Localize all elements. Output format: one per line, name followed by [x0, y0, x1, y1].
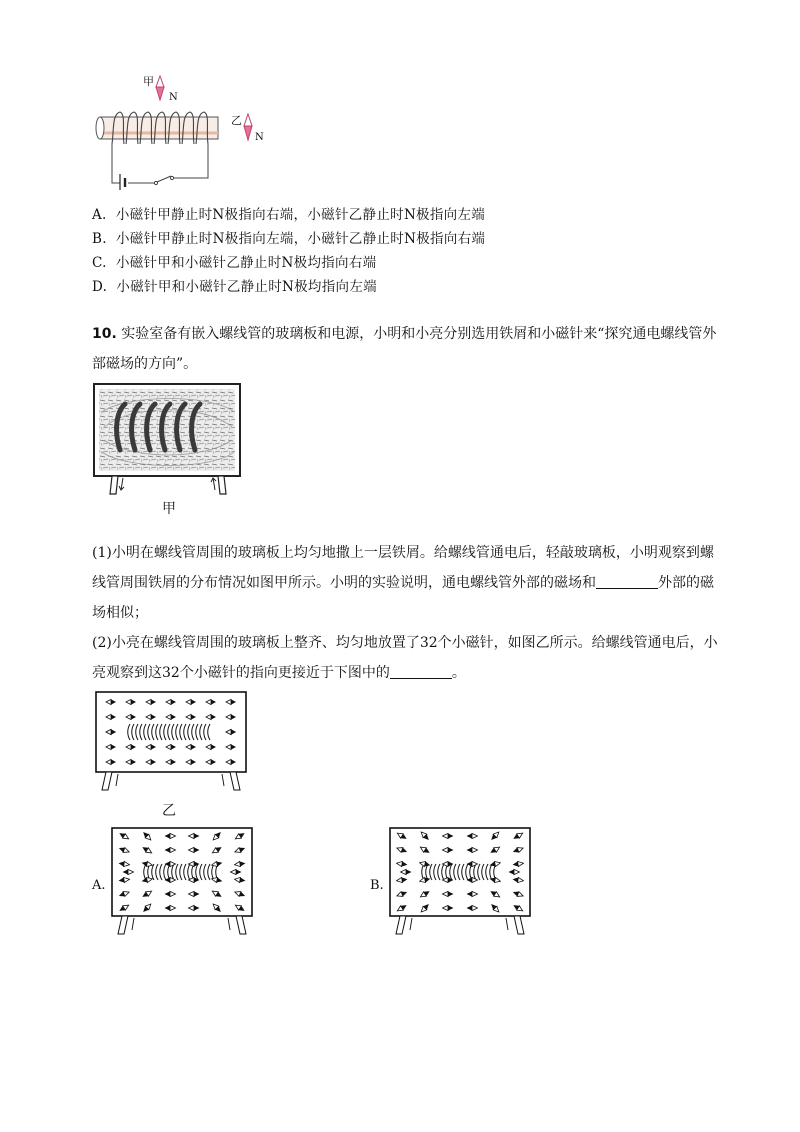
option-a-letter: A.: [92, 207, 107, 223]
board-leg: [102, 772, 112, 790]
part-1-text-after: 外部的磁场相似；: [92, 575, 714, 621]
part-2-answer-blank[interactable]: [390, 662, 452, 679]
board-leg: [118, 916, 128, 934]
compass-yi: [244, 114, 252, 140]
compass-jia: [156, 76, 164, 100]
switch-icon: [154, 176, 173, 185]
option-c-letter: C.: [92, 255, 107, 271]
option-d[interactable]: [92, 275, 377, 295]
choice-b-compass-board: [370, 826, 540, 946]
option-c[interactable]: [92, 251, 376, 271]
battery-icon: [120, 174, 125, 190]
part-2-text: [92, 628, 722, 688]
question-number: 10.: [92, 326, 117, 342]
option-a-text: 小磁针甲静止时N极指向右端，小磁针乙静止时N极指向左端: [115, 207, 486, 223]
solenoid-circuit-drawing: [92, 70, 282, 195]
option-b-letter: B.: [92, 231, 107, 247]
board-leg: [514, 916, 524, 934]
compass-jia-n-label: N: [169, 92, 178, 103]
choice-a-compass-board: [92, 826, 262, 946]
iron-core: [100, 117, 218, 139]
part-1-text: [92, 538, 722, 628]
iron-filings-board: [92, 382, 244, 512]
board-leg: [230, 772, 240, 790]
option-d-text: 小磁针甲和小磁针乙静止时N极均指向左端: [116, 279, 377, 295]
board-leg: [236, 916, 246, 934]
choice-a-figure[interactable]: [92, 826, 262, 946]
circuit-wires: [112, 144, 208, 183]
part-2-text-after: 。: [451, 665, 466, 681]
board-legs: [110, 476, 226, 494]
compass-jia-label: 甲: [143, 75, 154, 88]
option-a[interactable]: [92, 203, 485, 223]
figure-jia-iron-filings: [92, 382, 244, 517]
choice-b-label: B.: [370, 878, 384, 893]
figure-jia-caption: 甲: [162, 501, 176, 517]
part-1-answer-blank[interactable]: [596, 572, 658, 589]
board-leg: [396, 916, 406, 934]
figure-yi-caption: 乙: [162, 803, 176, 819]
compass-yi-n-label: N: [255, 132, 264, 143]
solenoid-circuit-figure: [92, 70, 282, 195]
figure-yi-compasses: [92, 690, 252, 820]
question-10-stem: [92, 319, 722, 379]
option-b-text: 小磁针甲静止时N极指向左端，小磁针乙静止时N极指向右端: [116, 231, 486, 247]
option-b[interactable]: [92, 227, 485, 247]
choice-b-figure[interactable]: [370, 826, 540, 946]
option-c-text: 小磁针甲和小磁针乙静止时N极均指向右端: [115, 255, 377, 271]
compass-yi-label: 乙: [231, 114, 242, 127]
option-d-letter: D.: [92, 279, 108, 295]
part-1-text-before: (1)小明在螺线管周围的玻璃板上均匀地撒上一层铁屑。给螺线管通电后，轻敲玻璃板，小明观察到螺线管周围铁屑的分布情况如图甲所示。小明的实验说明，通电螺线管外部的磁场和: [92, 545, 714, 591]
question-text: 实验室备有嵌入螺线管的玻璃板和电源，小明和小亮分别选用铁屑和小磁针来“探究通电螺线管外部磁场的方向”。: [92, 326, 717, 372]
part-2-text-before: (2)小亮在螺线管周围的玻璃板上整齐、均匀地放置了32个小磁针，如图乙所示。给螺线管通电后，小亮观察到这32个小磁针的指向更接近于下图中的: [92, 635, 718, 681]
choice-a-label: A.: [92, 878, 106, 893]
